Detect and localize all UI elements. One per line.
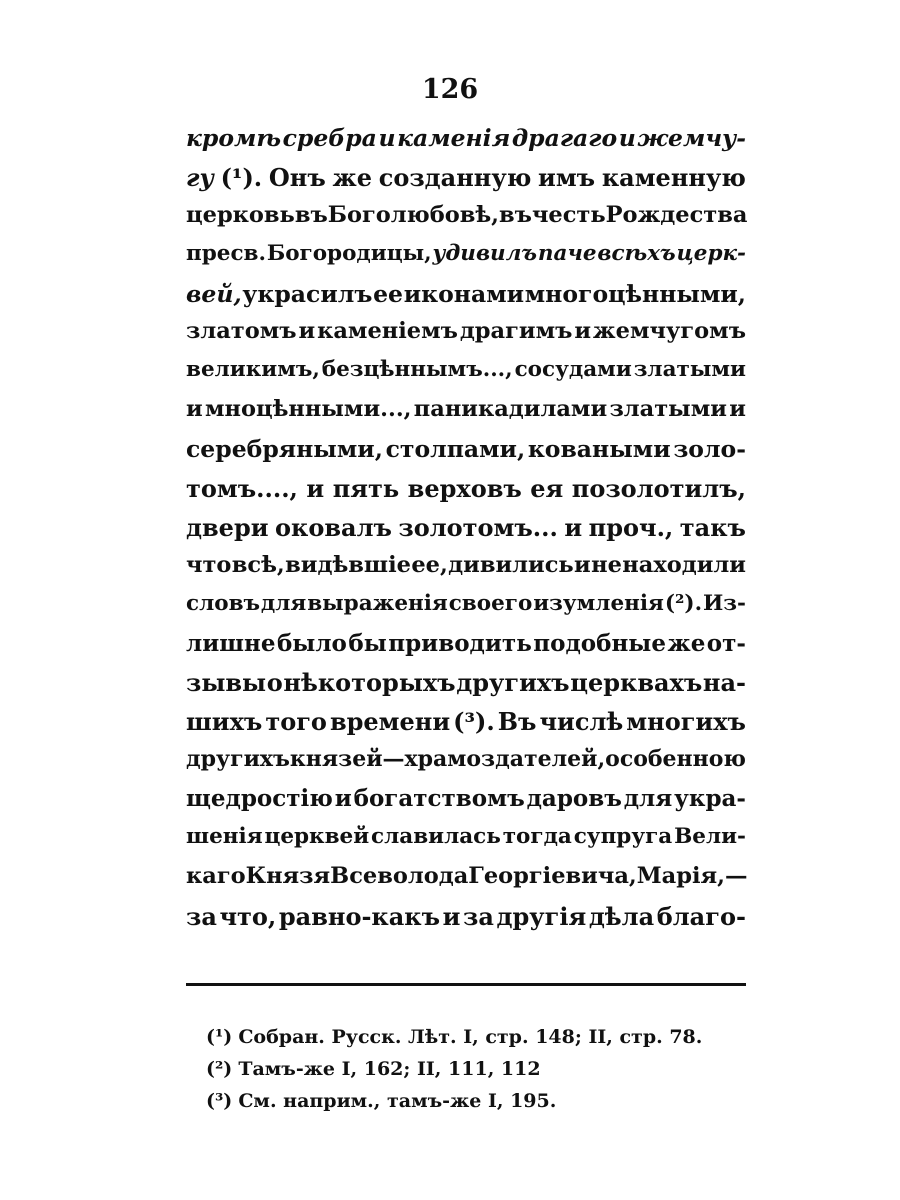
word: укра- [674, 785, 746, 813]
word: тогда [502, 824, 572, 850]
word: на- [702, 668, 746, 698]
word: (¹). [220, 162, 263, 192]
word: украсилъ [242, 279, 373, 308]
word: честь [531, 201, 606, 228]
word: от- [706, 629, 746, 657]
word: въ [294, 201, 328, 228]
word: и [334, 785, 352, 813]
italic-word: гу [186, 162, 214, 192]
footnote-divider [186, 983, 746, 986]
footnote-text: Собран. Русск. Лѣт. I, стр. 148; II, стр. 78. [238, 1026, 703, 1048]
word: Богородицы, [266, 240, 432, 266]
page-number: 126 [421, 74, 479, 105]
word: для [260, 590, 307, 616]
text-line [186, 318, 746, 357]
italic-word: и [618, 124, 636, 152]
word: и [186, 396, 203, 423]
footnotes [206, 1026, 746, 1122]
word: для [623, 785, 673, 813]
word: же [667, 629, 706, 657]
word: въ [499, 201, 532, 228]
word: славилась [371, 824, 501, 850]
italic-word: и [378, 124, 396, 152]
word: Онъ [268, 162, 326, 192]
italic-word: жемчу- [637, 124, 746, 152]
word: каменную [601, 162, 746, 192]
word: что [186, 551, 232, 578]
word: золотомъ... [398, 512, 558, 542]
word: двери [186, 512, 269, 542]
word: мноцѣнными..., [204, 396, 412, 423]
text-line [186, 357, 746, 396]
word: благо- [656, 901, 746, 931]
word: что, [219, 901, 277, 931]
italic-word: церк- [676, 240, 746, 266]
word: даровъ [526, 785, 622, 813]
footnote-mark: (¹) [206, 1026, 233, 1048]
word: коваными [527, 435, 671, 464]
word: ее, [411, 551, 448, 578]
word: безцѣннымъ..., [321, 357, 513, 383]
word: проч., [588, 512, 674, 542]
word: числѣ [539, 707, 624, 737]
word: шенія [186, 824, 263, 850]
italic-word: удивилъ [432, 240, 538, 266]
word: томъ...., [186, 474, 298, 504]
word: Рождества [605, 201, 748, 228]
word: за [186, 901, 217, 931]
text-line [186, 552, 746, 591]
word: и [729, 396, 746, 423]
word: нѣкоторыхъ [283, 668, 456, 698]
italic-word: каменія [397, 124, 511, 152]
word: другихъ [456, 668, 570, 698]
word: равно-какъ [278, 901, 441, 931]
word: не [591, 551, 622, 578]
text-line [186, 746, 746, 785]
word: иконами [403, 279, 525, 308]
word: Всеволода [330, 862, 469, 889]
word: и [564, 512, 583, 542]
word: зывы [186, 668, 267, 698]
text-line [186, 396, 746, 435]
word: имъ [538, 162, 596, 192]
word: Въ [497, 707, 537, 737]
footnote [206, 1090, 746, 1122]
word: приводить [388, 629, 532, 657]
word: каменіемъ [317, 318, 458, 345]
text-line [186, 124, 746, 163]
word: находили [622, 551, 746, 578]
word: богатствомъ [353, 785, 525, 813]
italic-word: драгаго [511, 124, 618, 152]
word: своего [448, 590, 533, 616]
word: другихъ [186, 746, 290, 773]
footnote-text: См. наприм., тамъ-же I, 195. [238, 1090, 557, 1112]
word: Боголюбовѣ, [327, 201, 500, 228]
text-line [186, 202, 746, 241]
word: видѣвшіе [285, 551, 411, 578]
word: и [298, 318, 316, 345]
word: каго [186, 862, 246, 889]
word: (³). [453, 707, 495, 737]
word: щедростію [186, 785, 333, 813]
text-line [186, 863, 746, 902]
text-line [186, 513, 746, 552]
word: и [306, 474, 325, 504]
word: церквахъ [570, 668, 703, 698]
word: времени [329, 707, 451, 737]
italic-word: всѣхъ [597, 240, 676, 266]
text-line [186, 241, 746, 280]
word: Из- [702, 590, 746, 616]
word: о [266, 668, 283, 698]
text-line [186, 785, 746, 824]
word: Князя [245, 862, 331, 889]
word: оковалъ [275, 512, 392, 542]
word: подобные [533, 629, 666, 657]
word: многоцѣнными, [524, 279, 746, 308]
word: жемчугомъ [592, 318, 746, 345]
word: дѣла [588, 901, 655, 931]
word: Георгіевича, [468, 862, 637, 889]
italic-word: кромѣ [186, 124, 282, 152]
text-line [186, 824, 746, 863]
italic-word: паче [537, 240, 597, 266]
word: златомъ [186, 318, 297, 345]
word: супруга [573, 824, 673, 850]
italic-word: вей, [186, 279, 242, 308]
text-line [186, 707, 746, 746]
word: и [574, 551, 591, 578]
word: пресв. [186, 240, 266, 266]
word: многихъ [626, 707, 746, 737]
word: ее [373, 279, 403, 308]
word: сосудами [514, 357, 632, 383]
word: столпами, [385, 435, 526, 464]
word: верховъ [407, 474, 522, 504]
word: золо- [673, 435, 746, 464]
word: было [276, 629, 347, 657]
text-line [186, 474, 746, 513]
footnote-mark: (³) [206, 1090, 233, 1112]
word: паникадилами [413, 396, 608, 423]
word: пять [332, 474, 400, 504]
word: церквей [264, 824, 370, 850]
footnote-mark: (²) [206, 1058, 233, 1080]
italic-word: сребра [282, 124, 377, 152]
word: же [332, 162, 372, 192]
word: и [574, 318, 592, 345]
footnote [206, 1026, 746, 1058]
word: князей—храмоздателей, [289, 746, 606, 773]
word: особенною [605, 746, 746, 773]
word: ея [530, 474, 564, 504]
word: созданную [378, 162, 532, 192]
word: златыми [633, 357, 746, 383]
word: всѣ, [231, 551, 285, 578]
word: другія [496, 901, 587, 931]
word: за [463, 901, 494, 931]
word: словъ [186, 590, 261, 616]
footnote [206, 1058, 746, 1090]
word: Марія,— [636, 862, 748, 889]
word: великимъ, [186, 357, 320, 383]
word: такъ [679, 512, 746, 542]
word: церковь [186, 201, 295, 228]
body-text [186, 124, 746, 941]
word: лишне [186, 629, 276, 657]
word: златыми [609, 396, 727, 423]
word: того [265, 707, 327, 737]
text-line [186, 668, 746, 707]
word: изумленія [533, 590, 664, 616]
word: дивились [448, 551, 574, 578]
word: серебряными, [186, 435, 383, 464]
word: шихъ [186, 707, 263, 737]
text-line [186, 902, 746, 941]
footnote-text: Тамъ-же I, 162; II, 111, 112 [238, 1058, 541, 1080]
word: бы [348, 629, 387, 657]
word: Вели- [674, 824, 746, 850]
word: выраженія [307, 590, 448, 616]
text-line [186, 163, 746, 202]
text-line [186, 435, 746, 474]
word: и [442, 901, 461, 931]
text-line [186, 591, 746, 630]
text-line [186, 280, 746, 319]
word: драгимъ [459, 318, 573, 345]
word: позолотилъ, [571, 474, 746, 504]
word: (²). [664, 590, 703, 616]
text-line [186, 630, 746, 669]
